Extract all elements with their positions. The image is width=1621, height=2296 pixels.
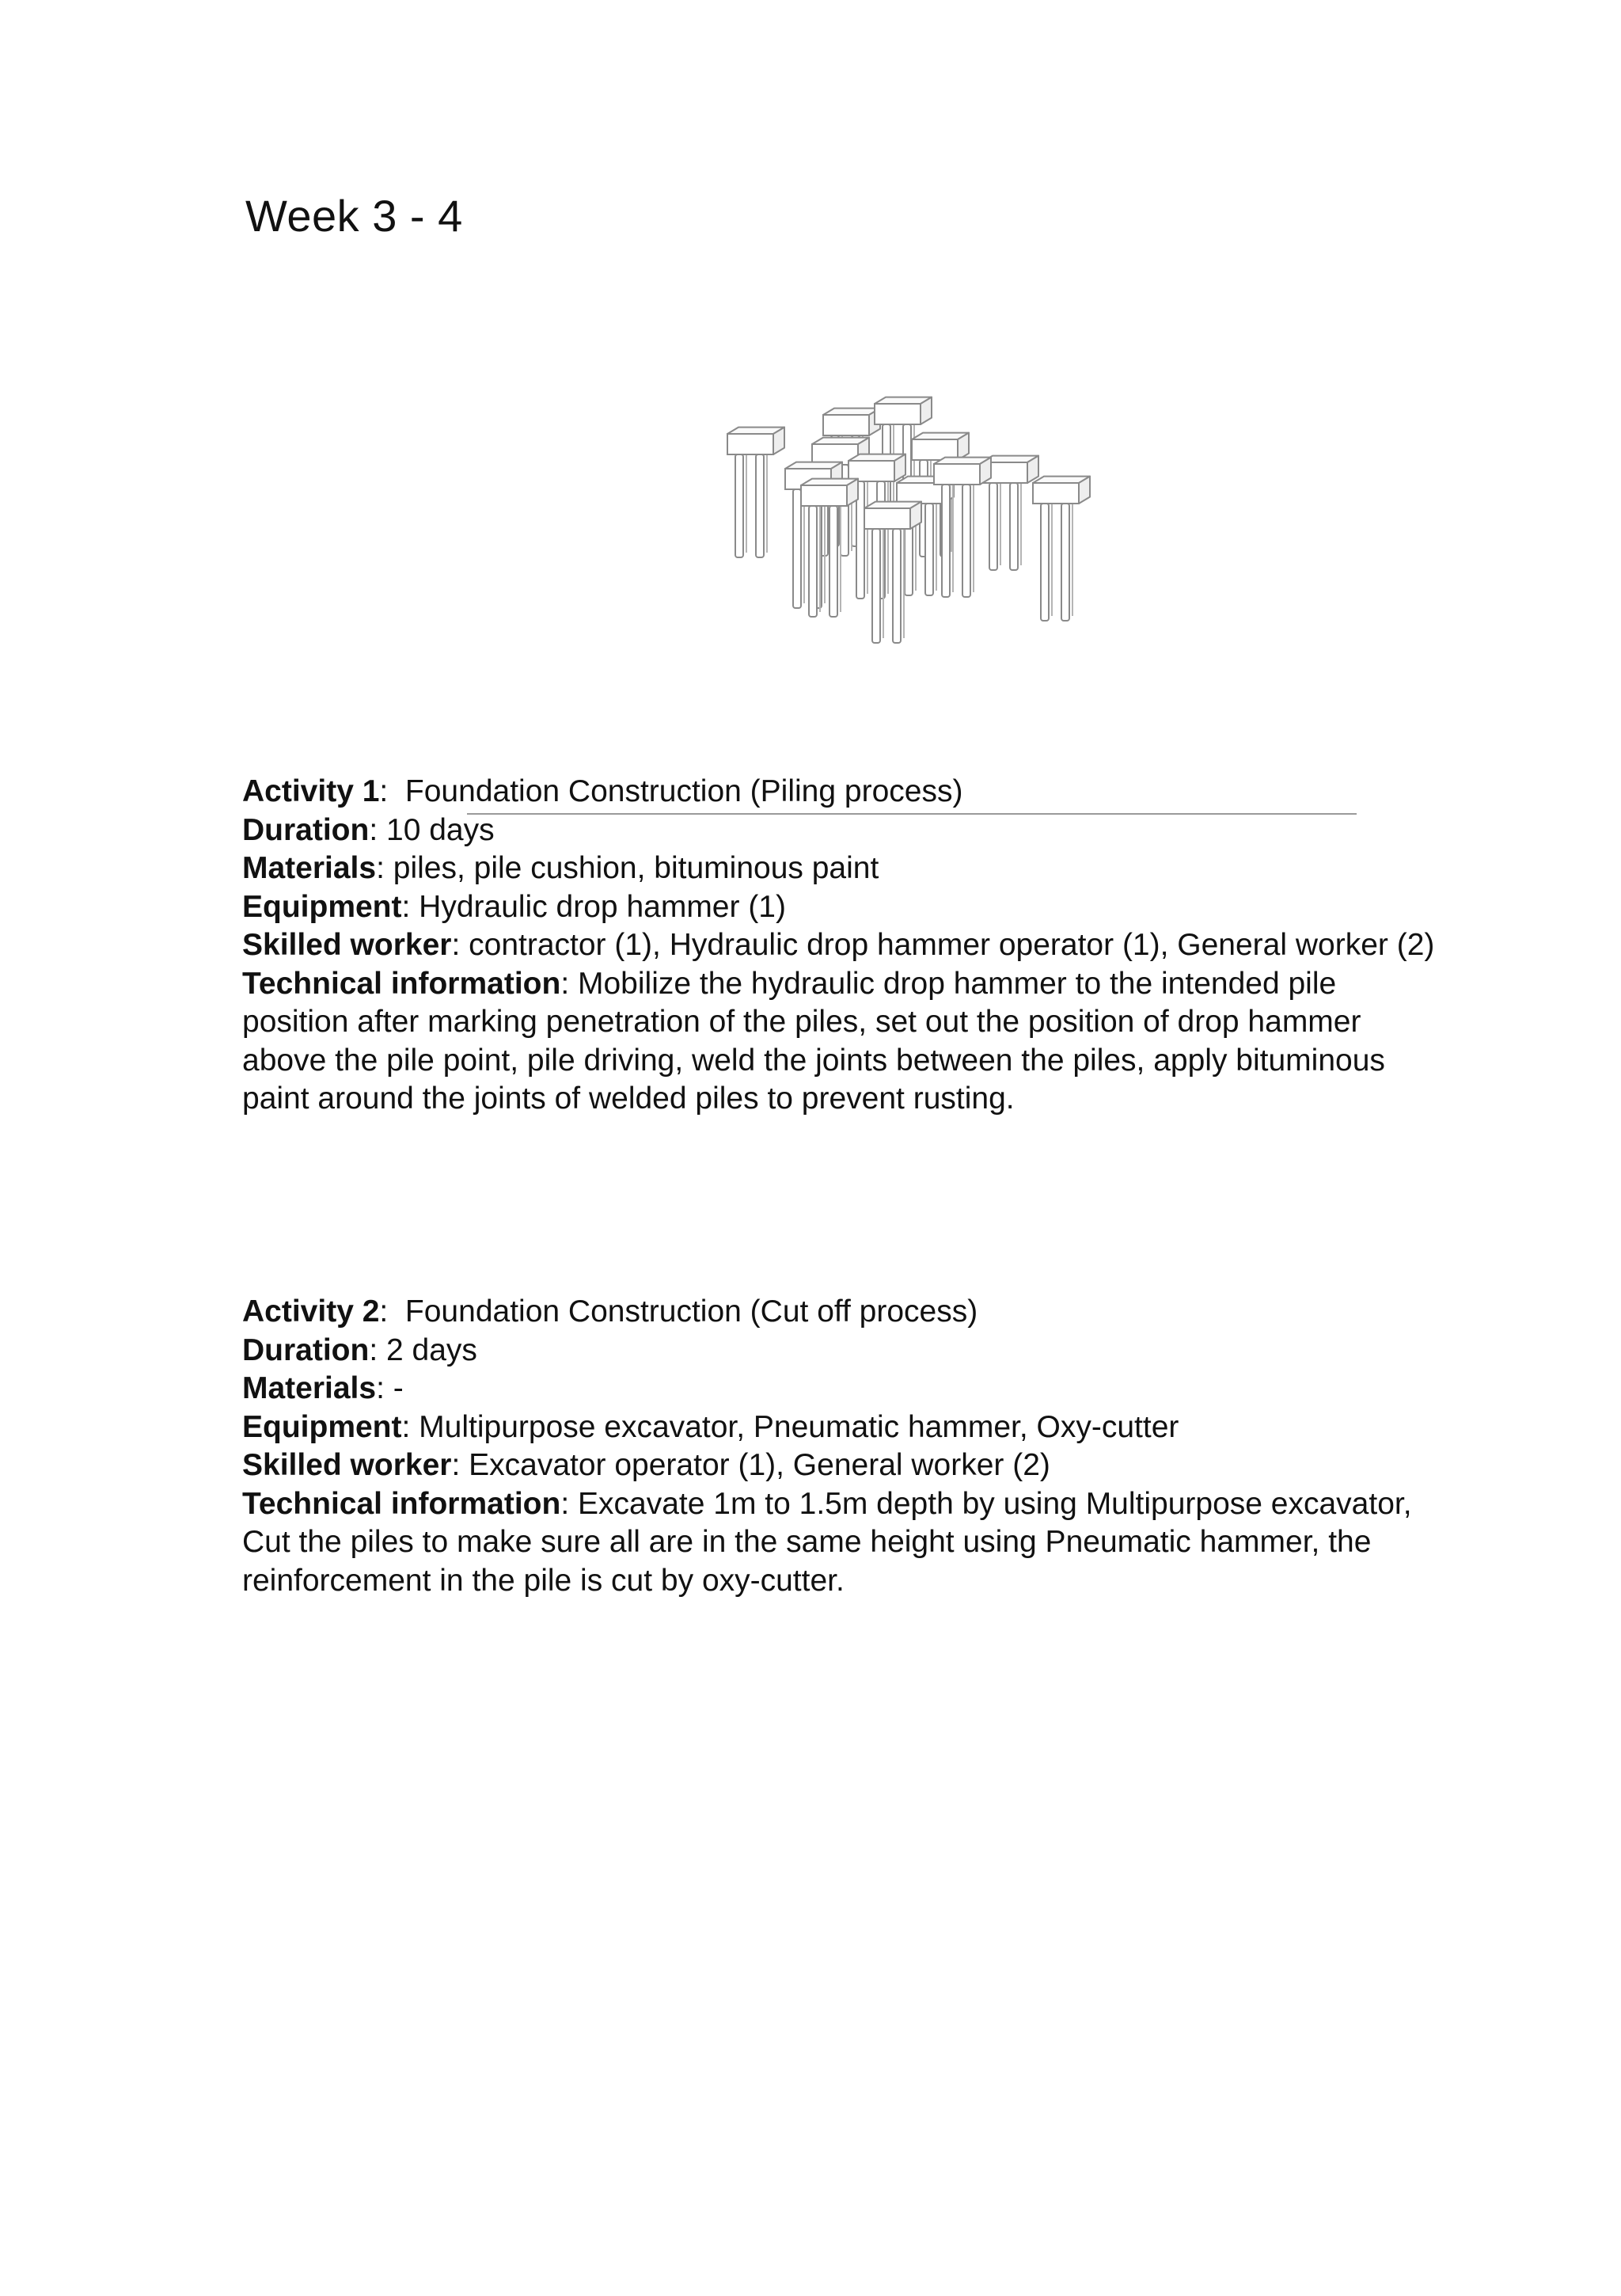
pile-unit-icon xyxy=(934,458,991,597)
activity-2-skilled-worker: Skilled worker: Excavator operator (1), General worker (2) xyxy=(242,1448,1050,1482)
activity-1-equipment: Equipment: Hydraulic drop hammer (1) xyxy=(242,889,786,924)
activity-1-materials: Materials: piles, pile cushion, bituminous paint xyxy=(242,851,879,885)
pile-unit-icon xyxy=(727,428,784,557)
activity-2-duration: Duration: 2 days xyxy=(242,1332,477,1367)
activity-1-duration: Duration: 10 days xyxy=(242,812,495,847)
pile-unit-icon xyxy=(1033,477,1090,621)
activity-1-technical-info: Technical information: Mobilize the hydraulic drop hammer to the intended pile position after marking penetration of the piles, set out the position of drop hammer above the pile point, pile driving, weld the joints between the piles, apply bituminous paint around the joints of welded piles to prevent rusting. xyxy=(242,966,1385,1116)
page-title: Week 3 - 4 xyxy=(245,191,463,241)
pile-unit-icon xyxy=(801,479,858,617)
heading-underline-rule xyxy=(467,813,1357,815)
activity-2-section xyxy=(242,1293,1445,1600)
activity-2-technical-info: Technical information: Excavate 1m to 1.5m depth by using Multipurpose excavator, Cut the piles to make sure all are in the same height using Pneumatic hammer, the reinforcement in the pile is cut by oxy-cutter. xyxy=(242,1486,1412,1598)
activity-1-heading: Activity 1: Foundation Construction (Piling process) xyxy=(242,774,963,808)
activity-2-materials: Materials: - xyxy=(242,1371,404,1405)
pile-group-illustration xyxy=(712,380,1124,752)
activity-1-section xyxy=(242,773,1445,1119)
activity-2-equipment: Equipment: Multipurpose excavator, Pneumatic hammer, Oxy-cutter xyxy=(242,1409,1179,1444)
activity-1-skilled-worker: Skilled worker: contractor (1), Hydraulic drop hammer operator (1), General worker (2) xyxy=(242,928,1435,962)
activity-2-heading: Activity 2: Foundation Construction (Cut off process) xyxy=(242,1294,978,1329)
